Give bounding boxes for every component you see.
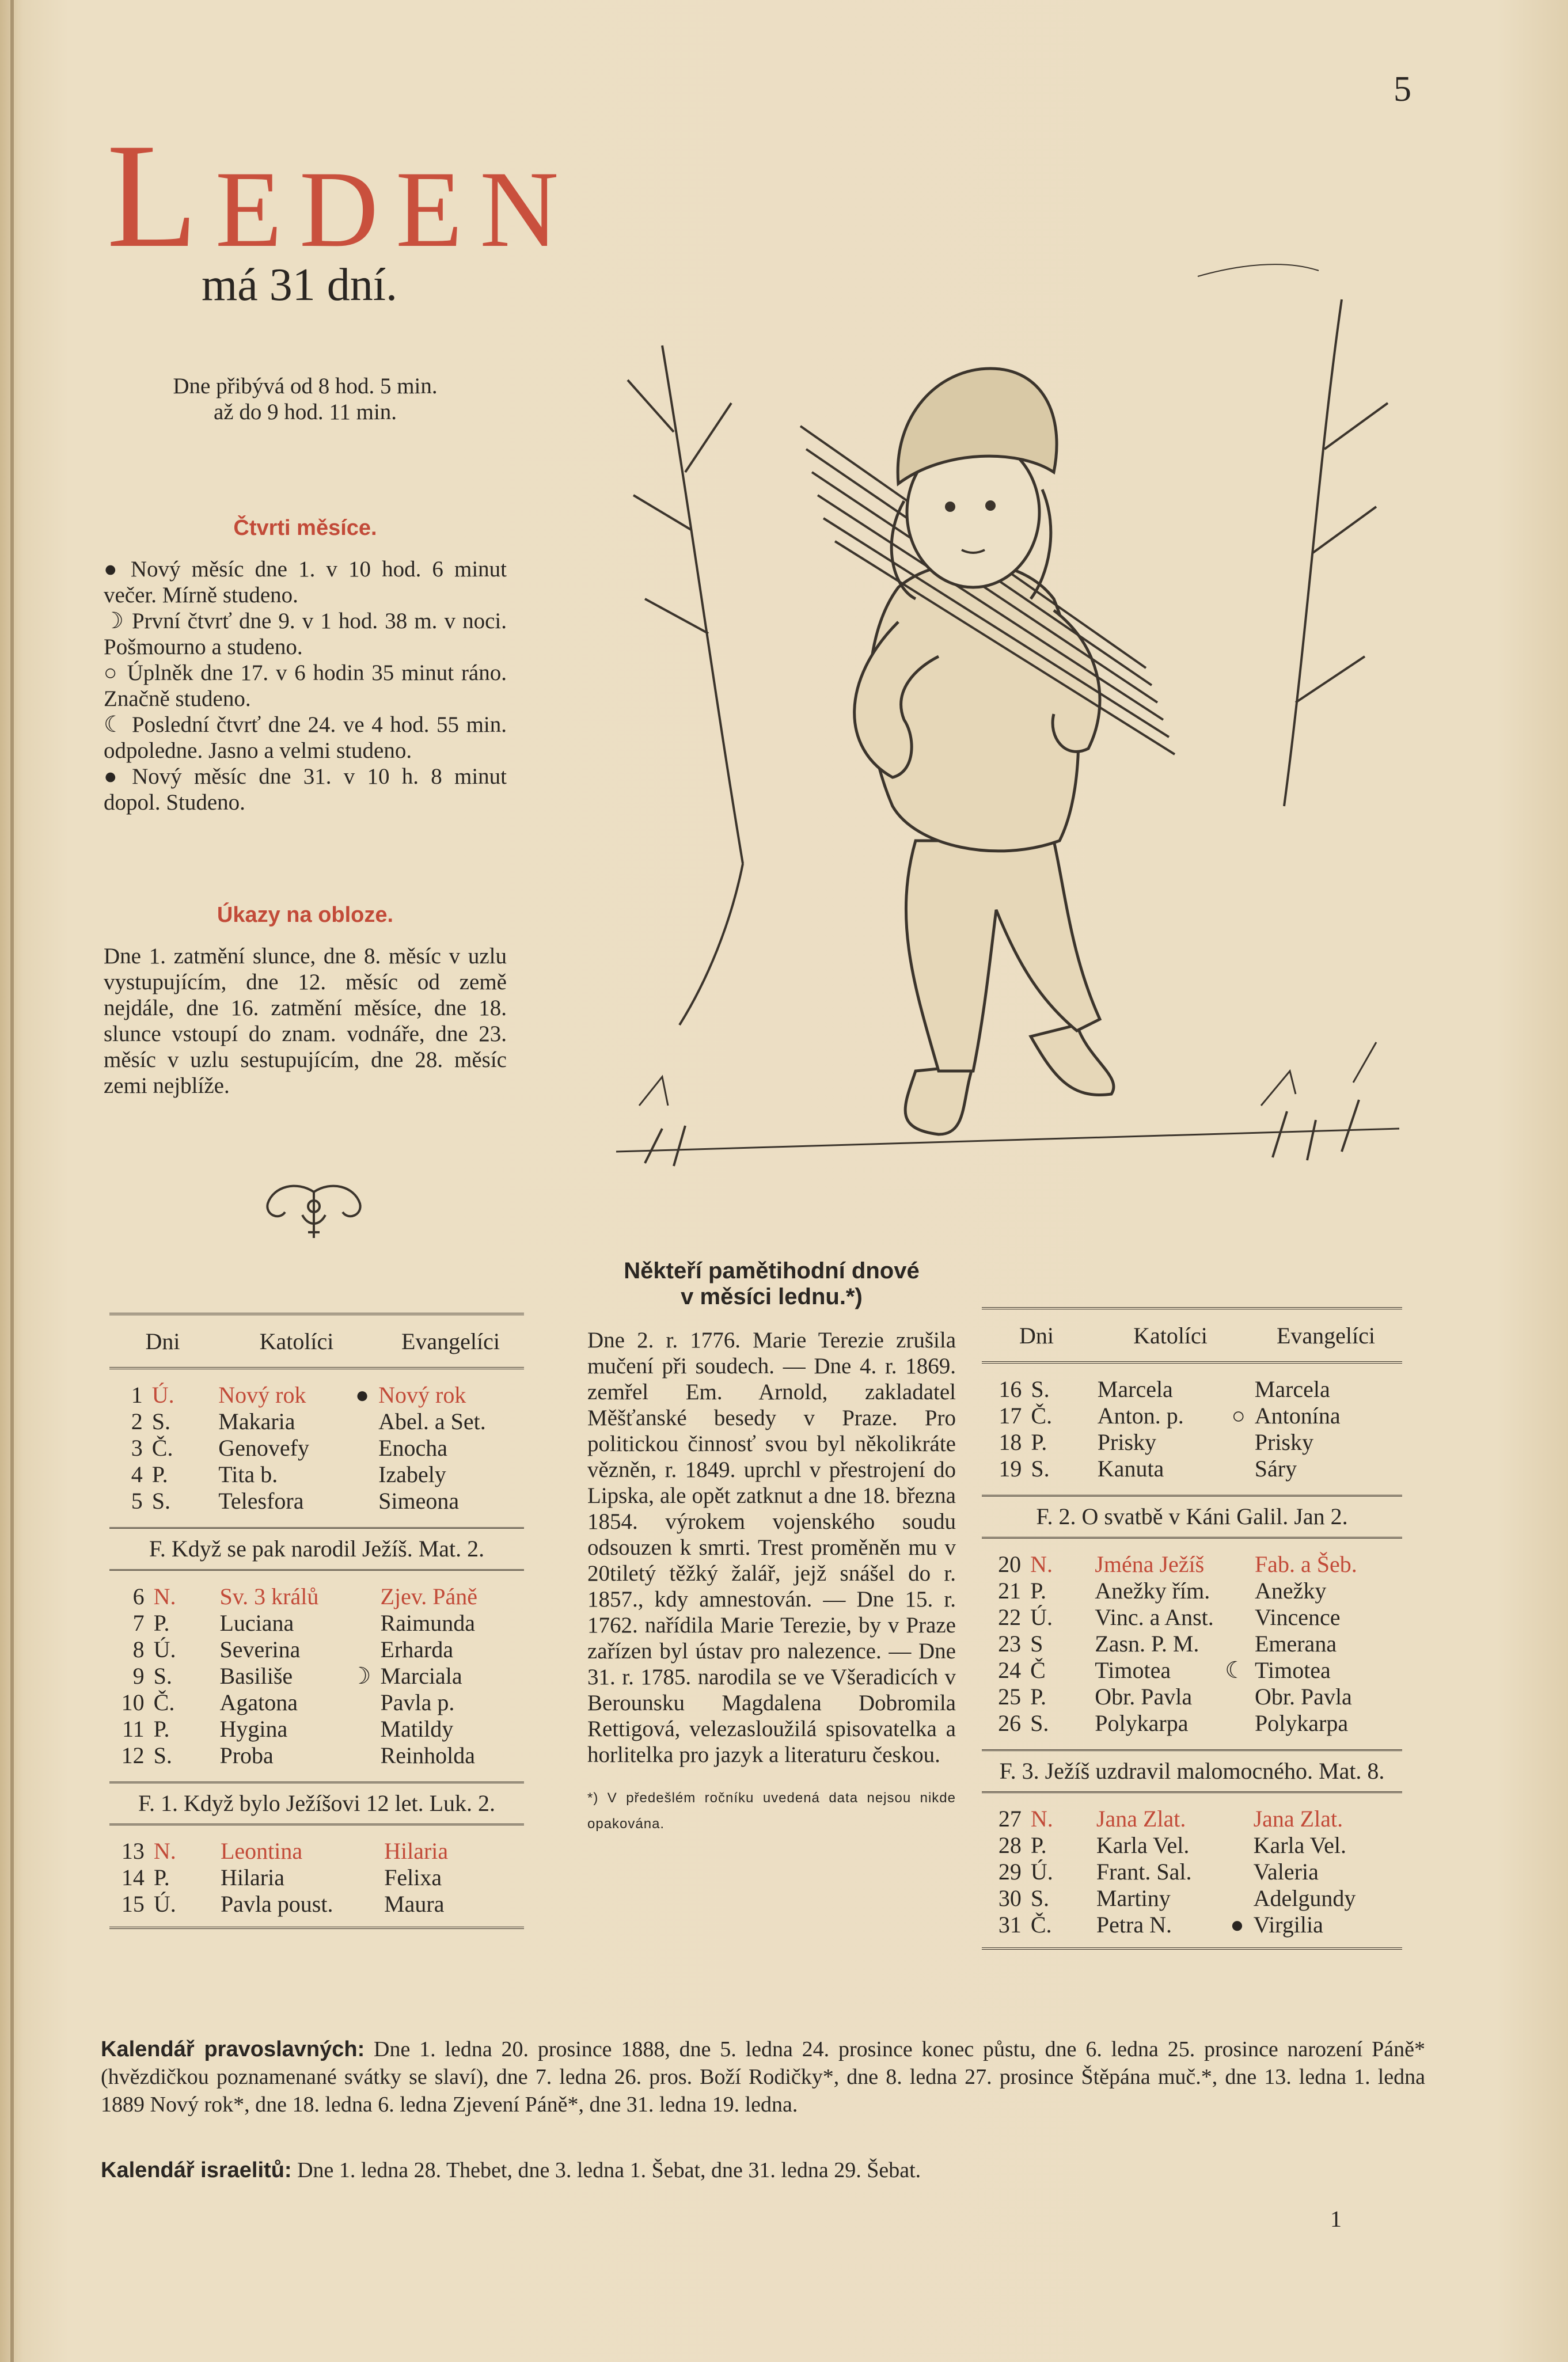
calendar-row: [982, 1578, 1402, 1604]
catholic-name-text: Marcela: [1097, 1376, 1173, 1402]
day-number: 30: [998, 1885, 1022, 1911]
header-catholic: Katolíci: [259, 1328, 334, 1354]
moon-phase-entry: [104, 660, 507, 712]
calendar-row: [109, 1583, 524, 1610]
calendar-table: [982, 1551, 1402, 1737]
catholic-name: [215, 1716, 375, 1742]
day-letter: Č.: [151, 1435, 173, 1461]
moon-phase-icon: ●: [104, 764, 124, 789]
calendar-table: [982, 1806, 1402, 1938]
calendar-left-group-3: [109, 1838, 524, 1917]
day-letter: Ú.: [1030, 1604, 1053, 1630]
calendar-row: [109, 1864, 524, 1891]
calendar-left-header: [109, 1315, 524, 1369]
catholic-name-text: Kanuta: [1097, 1456, 1164, 1482]
day-letter: S: [1030, 1631, 1043, 1657]
moon-phase-icon: ☾: [1225, 1657, 1246, 1683]
evangelic-name: Jana Zlat.: [1253, 1806, 1343, 1832]
day-number: 3: [131, 1435, 143, 1461]
moon-phase-text: Nový měsíc dne 31. v 10 h. 8 minut dopol. Studeno.: [104, 764, 507, 815]
catholic-name-text: Polykarpa: [1095, 1710, 1189, 1736]
day-number: 29: [998, 1859, 1022, 1885]
memorable-heading-2: v měsíci lednu.*): [681, 1284, 863, 1309]
calendar-row: [109, 1435, 524, 1461]
footer-mark: 1: [1330, 2206, 1342, 2232]
decorative-ornament: [262, 1180, 366, 1244]
day-number: 10: [121, 1689, 145, 1715]
catholic-name: [1092, 1885, 1249, 1912]
day-number: 5: [131, 1488, 143, 1514]
evangelic-name: Simeona: [378, 1488, 460, 1514]
evangelic-name: Valeria: [1253, 1859, 1319, 1885]
evangelic-name: Maura: [384, 1891, 445, 1917]
catholic-name: [1090, 1551, 1250, 1578]
day-letter: Č.: [1030, 1912, 1052, 1938]
catholic-name: [215, 1742, 375, 1769]
calendar-row: [982, 1429, 1402, 1456]
evangelic-name: Hilaria: [384, 1838, 449, 1864]
calendar-table: [109, 1838, 524, 1917]
day-number: 21: [998, 1578, 1022, 1604]
evangelic-name: Prisky: [1254, 1429, 1313, 1455]
moon-heading: Čtvrti měsíce.: [233, 516, 377, 540]
catholic-name-text: Petra N.: [1096, 1912, 1172, 1938]
day-letter: S.: [1030, 1710, 1049, 1736]
calendar-row: [982, 1832, 1402, 1859]
day-letter: S.: [151, 1488, 171, 1514]
day-letter: N.: [1030, 1806, 1053, 1832]
memorable-text: Dne 2. r. 1776. Marie Terezie zrušila mučení při soudech. — Dne 4. r. 1869. zemřel Em. Arnold, zakladatel Měšťanské besedy v Praze. Pro politickou činnosť svou byl několikráte vězněn, r. 1849. uprchl v přestrojení do Lipska, ale opět zatknut a dne 18. března 1854. výrokem vojenského soudu odsouzen k smrti. Trest proměněn mu v 20tiletý těžký žalář, jejž snášel do r. 1857., kdy amnestován. — Dne 15. r. 1762. nařídila Marie Terezie, by v Praze zařízen byl ústav pro nalezence. — Dne 31. r. 1785. narodila se ve Všeradicích v Berounsku Magdalena Dobromila Rettigová, velezasloužilá spisovatelka a horlitelka pro jazyk a literaturu českou.: [587, 1328, 956, 1767]
catholic-name-text: Martiny: [1096, 1885, 1171, 1911]
catholic-name: [1090, 1604, 1250, 1631]
days-in-month: má 31 dní.: [202, 260, 397, 310]
catholic-name-text: Agatona: [219, 1689, 298, 1715]
catholic-name-text: Hilaria: [220, 1864, 284, 1890]
evangelic-name: Abel. a Set.: [378, 1408, 486, 1434]
catholic-name: [215, 1610, 375, 1636]
moon-phase-icon: ☾: [104, 712, 124, 737]
catholic-name: [1092, 1806, 1249, 1832]
header-evangelic: Evangelíci: [1276, 1322, 1376, 1349]
day-letter: S.: [153, 1742, 172, 1768]
day-number: 1: [131, 1382, 143, 1408]
day-number: 27: [998, 1806, 1022, 1832]
evangelic-name: Adelgundy: [1253, 1885, 1356, 1911]
gospel-right-1: F. 2. O svatbě v Káni Galil. Jan 2.: [982, 1495, 1402, 1539]
evangelic-name: Marcela: [1254, 1376, 1330, 1402]
evangelic-name: Antonína: [1254, 1403, 1341, 1429]
memorable-days: [587, 1258, 956, 1837]
moon-phase-icon: ☽: [104, 609, 124, 633]
catholic-name: [1092, 1912, 1249, 1938]
day-number: 23: [998, 1631, 1022, 1657]
winter-child-illustration: [593, 230, 1411, 1186]
calendar-row: [982, 1456, 1402, 1482]
day-letter: P.: [151, 1461, 168, 1487]
catholic-name: [1092, 1859, 1249, 1885]
day-number: 19: [998, 1456, 1022, 1482]
calendar-row: [982, 1710, 1402, 1737]
month-title: [107, 113, 576, 279]
page-number: 5: [1394, 70, 1411, 109]
day-letter: P.: [153, 1864, 170, 1890]
moon-phase-entry: [104, 608, 507, 660]
catholic-name-text: Jména Ježíš: [1095, 1551, 1205, 1577]
catholic-name: [1090, 1710, 1250, 1737]
day-number: 25: [998, 1684, 1022, 1710]
day-number: 8: [132, 1636, 145, 1662]
calendar-row: [109, 1716, 524, 1742]
day-letter: S.: [1031, 1456, 1050, 1482]
sky-events: [104, 902, 507, 1099]
calendar-right: [982, 1307, 1402, 1950]
day-number: 31: [998, 1912, 1022, 1938]
day-letter: S.: [151, 1408, 171, 1434]
day-number: 13: [121, 1838, 145, 1864]
catholic-name: [1093, 1429, 1250, 1456]
catholic-name: [215, 1689, 375, 1716]
day-letter: P.: [153, 1716, 170, 1742]
catholic-name: [1090, 1657, 1250, 1684]
catholic-name-text: Prisky: [1097, 1429, 1157, 1455]
calendar-table: [982, 1376, 1402, 1482]
calendar-row: [109, 1838, 524, 1864]
catholic-name: [216, 1864, 379, 1891]
title-initial: L: [107, 113, 215, 279]
catholic-name: [216, 1891, 379, 1917]
calendar-row: [109, 1636, 524, 1663]
memorable-footnote: *) V předešlém ročníku uvedená data nejsou nikde opakována.: [587, 1790, 956, 1832]
day-number: 14: [121, 1864, 145, 1890]
catholic-name-text: Karla Vel.: [1096, 1832, 1190, 1858]
catholic-name-text: Obr. Pavla: [1095, 1684, 1193, 1710]
calendar-left-group-2: [109, 1583, 524, 1769]
moon-phase-icon: ○: [1231, 1403, 1246, 1429]
calendar-row: [982, 1551, 1402, 1578]
catholic-name: [1092, 1832, 1249, 1859]
daylight-line-1: Dne přibývá od 8 hod. 5 min.: [173, 374, 438, 398]
catholic-name: [215, 1663, 375, 1689]
day-letter: S.: [153, 1663, 172, 1689]
day-letter: P.: [1030, 1578, 1046, 1604]
calendar-right-group-2: [982, 1551, 1402, 1737]
moon-phase-icon: ●: [355, 1382, 370, 1408]
calendar-right-group-3: [982, 1806, 1402, 1938]
catholic-name-text: Tita b.: [218, 1461, 278, 1487]
day-letter: S.: [1031, 1376, 1050, 1402]
catholic-name-text: Makaria: [218, 1408, 295, 1434]
book-spine: [10, 0, 14, 2362]
catholic-name-text: Nový rok: [218, 1382, 306, 1408]
day-letter: P.: [1030, 1684, 1046, 1710]
evangelic-name: Obr. Pavla: [1254, 1684, 1352, 1710]
calendar-row: [982, 1604, 1402, 1631]
calendar-row: [109, 1891, 524, 1917]
evangelic-name: Marciala: [380, 1663, 462, 1689]
day-letter: Č.: [153, 1689, 175, 1715]
catholic-name-text: Vinc. a Anst.: [1095, 1604, 1214, 1630]
daylight-info: [104, 373, 507, 425]
title-rest: EDEN: [215, 149, 576, 270]
day-number: 9: [132, 1663, 145, 1689]
catholic-name: [1090, 1684, 1250, 1710]
day-number: 11: [122, 1716, 145, 1742]
day-number: 26: [998, 1710, 1022, 1736]
catholic-name-text: Genovefy: [218, 1435, 309, 1461]
israelite-label: Kalendář israelitů:: [101, 2158, 292, 2182]
moon-phase-text: První čtvrť dne 9. v 1 hod. 38 m. v noci. Pošmourno a studeno.: [104, 609, 507, 659]
catholic-name: [1093, 1376, 1250, 1403]
day-letter: P.: [1031, 1429, 1047, 1455]
catholic-name: [214, 1382, 374, 1408]
evangelic-name: Erharda: [380, 1636, 454, 1662]
catholic-name: [215, 1583, 375, 1610]
moon-phase-icon: ●: [1230, 1912, 1244, 1938]
moon-phase-text: Úplněk dne 17. v 6 hodin 35 minut ráno. Značně studeno.: [104, 660, 507, 711]
catholic-name: [1090, 1631, 1250, 1657]
calendar-row: [109, 1408, 524, 1435]
catholic-name: [214, 1461, 374, 1488]
day-letter: Ú.: [153, 1636, 176, 1662]
daylight-line-2: až do 9 hod. 11 min.: [213, 400, 397, 424]
calendar-row: [982, 1859, 1402, 1885]
day-letter: Ú.: [1030, 1859, 1053, 1885]
catholic-name: [214, 1488, 374, 1514]
catholic-name-text: Telesfora: [218, 1488, 304, 1514]
day-number: 12: [121, 1742, 145, 1768]
catholic-name: [214, 1435, 374, 1461]
moon-phase-icon: ●: [104, 557, 123, 582]
calendar-row: [982, 1403, 1402, 1429]
catholic-name-text: Timotea: [1095, 1657, 1171, 1683]
catholic-name: [1090, 1578, 1250, 1604]
calendar-row: [982, 1912, 1402, 1938]
day-number: 22: [998, 1604, 1022, 1630]
catholic-name-text: Jana Zlat.: [1096, 1806, 1186, 1832]
israelite-calendar: [101, 2156, 1425, 2184]
day-letter: Č: [1030, 1657, 1046, 1683]
evangelic-name: Izabely: [378, 1461, 446, 1487]
evangelic-name: Virgilia: [1253, 1912, 1323, 1938]
calendar-row: [982, 1657, 1402, 1684]
evangelic-name: Nový rok: [378, 1382, 466, 1408]
catholic-name: [215, 1636, 375, 1663]
evangelic-name: Fab. a Šeb.: [1254, 1551, 1357, 1577]
day-letter: N.: [1030, 1551, 1053, 1577]
day-number: 24: [998, 1657, 1022, 1683]
evangelic-name: Pavla p.: [380, 1689, 455, 1715]
catholic-name-text: Frant. Sal.: [1096, 1859, 1192, 1885]
calendar-row: [982, 1885, 1402, 1912]
calendar-row: [109, 1488, 524, 1514]
catholic-name: [214, 1408, 374, 1435]
gospel-right-2: F. 3. Ježíš uzdravil malomocného. Mat. 8.: [982, 1749, 1402, 1793]
catholic-name-text: Pavla poust.: [220, 1891, 333, 1917]
calendar-row: [109, 1382, 524, 1408]
catholic-name-text: Basiliše: [219, 1663, 293, 1689]
sky-text: Dne 1. zatmění slunce, dne 8. měsíc v uzlu vystupujícím, dne 12. měsíc od země nejdále, dne 16. zatmění měsíce, dne 18. slunce vstoupí do znam. vodnáře, dne 23. měsíc v uzlu sestupujícím, dne 28. měsíc zemi nejblíže.: [104, 944, 507, 1098]
moon-phase-icon: ○: [104, 660, 119, 685]
orthodox-text: Dne 1. ledna 20. prosince 1888, dne 5. ledna 24. prosince konec půstu, dne 6. ledna 25. prosince narození Páně* (hvězdičkou poznamenané svátky se slaví), dne 7. ledna 26. pros. Boží Rodičky*, dne 8. ledna 27. prosince Štěpána muč.*, dne 13. ledna 1. ledna 1889 Nový rok*, dne 18. ledna 6. ledna Zjevení Páně*, dne 31. ledna 19. ledna.: [101, 2037, 1425, 2117]
day-number: 17: [998, 1403, 1022, 1429]
catholic-name: [1093, 1403, 1250, 1429]
evangelic-name: Karla Vel.: [1253, 1832, 1347, 1858]
catholic-name-text: Sv. 3 králů: [219, 1583, 319, 1609]
calendar-left: [109, 1313, 524, 1929]
catholic-name-text: Proba: [219, 1742, 274, 1768]
orthodox-calendar: [101, 2036, 1425, 2118]
day-letter: S.: [1030, 1885, 1050, 1911]
header-evangelic: Evangelíci: [401, 1328, 500, 1354]
header-catholic: Katolíci: [1133, 1322, 1208, 1349]
catholic-name-text: Anton. p.: [1097, 1403, 1184, 1429]
gospel-left-1: F. Když se pak narodil Ježíš. Mat. 2.: [109, 1527, 524, 1571]
calendar-row: [109, 1461, 524, 1488]
calendar-row: [109, 1742, 524, 1769]
catholic-name: [216, 1838, 379, 1864]
calendar-row: [109, 1689, 524, 1716]
catholic-name-text: Luciana: [219, 1610, 294, 1636]
moon-phase-text: Poslední čtvrť dne 24. ve 4 hod. 55 min. odpoledne. Jasno a velmi studeno.: [104, 712, 507, 763]
header-days: Dni: [145, 1328, 180, 1354]
evangelic-name: Timotea: [1254, 1657, 1331, 1683]
evangelic-name: Sáry: [1254, 1456, 1297, 1482]
calendar-row: [982, 1806, 1402, 1832]
moon-phase-entry: [104, 764, 507, 815]
day-number: 7: [132, 1610, 145, 1636]
catholic-name-text: Hygina: [219, 1716, 288, 1742]
evangelic-name: Reinholda: [380, 1742, 475, 1768]
day-number: 18: [998, 1429, 1022, 1455]
calendar-right-header: [982, 1309, 1402, 1364]
header-days: Dni: [1019, 1322, 1054, 1349]
moon-phase-icon: ☽: [350, 1663, 371, 1689]
moon-phase-entry: [104, 556, 507, 608]
day-number: 20: [998, 1551, 1022, 1577]
catholic-name-text: Leontina: [220, 1838, 303, 1864]
moon-phases: [104, 515, 507, 815]
orthodox-label: Kalendář pravoslavných:: [101, 2037, 365, 2061]
evangelic-name: Emerana: [1254, 1631, 1337, 1657]
catholic-name-text: Severina: [219, 1636, 301, 1662]
day-letter: N.: [153, 1583, 176, 1609]
day-number: 2: [131, 1408, 143, 1434]
catholic-name-text: Zasn. P. M.: [1095, 1631, 1199, 1657]
calendar-table: [109, 1583, 524, 1769]
catholic-name-text: Anežky řím.: [1095, 1578, 1210, 1604]
calendar-table: [109, 1382, 524, 1514]
day-letter: N.: [153, 1838, 176, 1864]
calendar-row: [982, 1684, 1402, 1710]
day-letter: Ú.: [151, 1382, 174, 1408]
catholic-name: [1093, 1456, 1250, 1482]
israelite-text: Dne 1. ledna 28. Thebet, dne 3. ledna 1. Šebat, dne 31. ledna 29. Šebat.: [297, 2158, 921, 2182]
evangelic-name: Matildy: [380, 1716, 454, 1742]
day-letter: Č.: [1031, 1403, 1053, 1429]
day-number: 6: [132, 1583, 145, 1609]
moon-phase-entry: [104, 712, 507, 764]
day-number: 16: [998, 1376, 1022, 1402]
gospel-left-2: F. 1. Když bylo Ježíšovi 12 let. Luk. 2.: [109, 1782, 524, 1825]
evangelic-name: Vincence: [1254, 1604, 1341, 1630]
evangelic-name: Anežky: [1254, 1578, 1327, 1604]
day-letter: Ú.: [153, 1891, 176, 1917]
day-number: 28: [998, 1832, 1022, 1858]
calendar-row: [982, 1631, 1402, 1657]
day-number: 15: [121, 1891, 145, 1917]
moon-phase-text: Nový měsíc dne 1. v 10 hod. 6 minut večer. Mírně studeno.: [104, 557, 507, 607]
day-number: 4: [131, 1461, 143, 1487]
moon-phase-list: [104, 556, 507, 815]
memorable-heading-1: Někteří pamětihodní dnové: [624, 1258, 920, 1283]
calendar-left-group-1: [109, 1382, 524, 1514]
evangelic-name: Felixa: [384, 1864, 442, 1890]
day-letter: P.: [153, 1610, 170, 1636]
calendar-row: [109, 1610, 524, 1636]
evangelic-name: Zjev. Páně: [380, 1583, 477, 1609]
evangelic-name: Enocha: [378, 1435, 448, 1461]
evangelic-name: Polykarpa: [1254, 1710, 1349, 1736]
calendar-row: [109, 1663, 524, 1689]
sky-heading: Úkazy na obloze.: [217, 903, 394, 927]
calendar-right-group-1: [982, 1376, 1402, 1482]
evangelic-name: Raimunda: [380, 1610, 475, 1636]
calendar-row: [982, 1376, 1402, 1403]
day-letter: P.: [1030, 1832, 1047, 1858]
